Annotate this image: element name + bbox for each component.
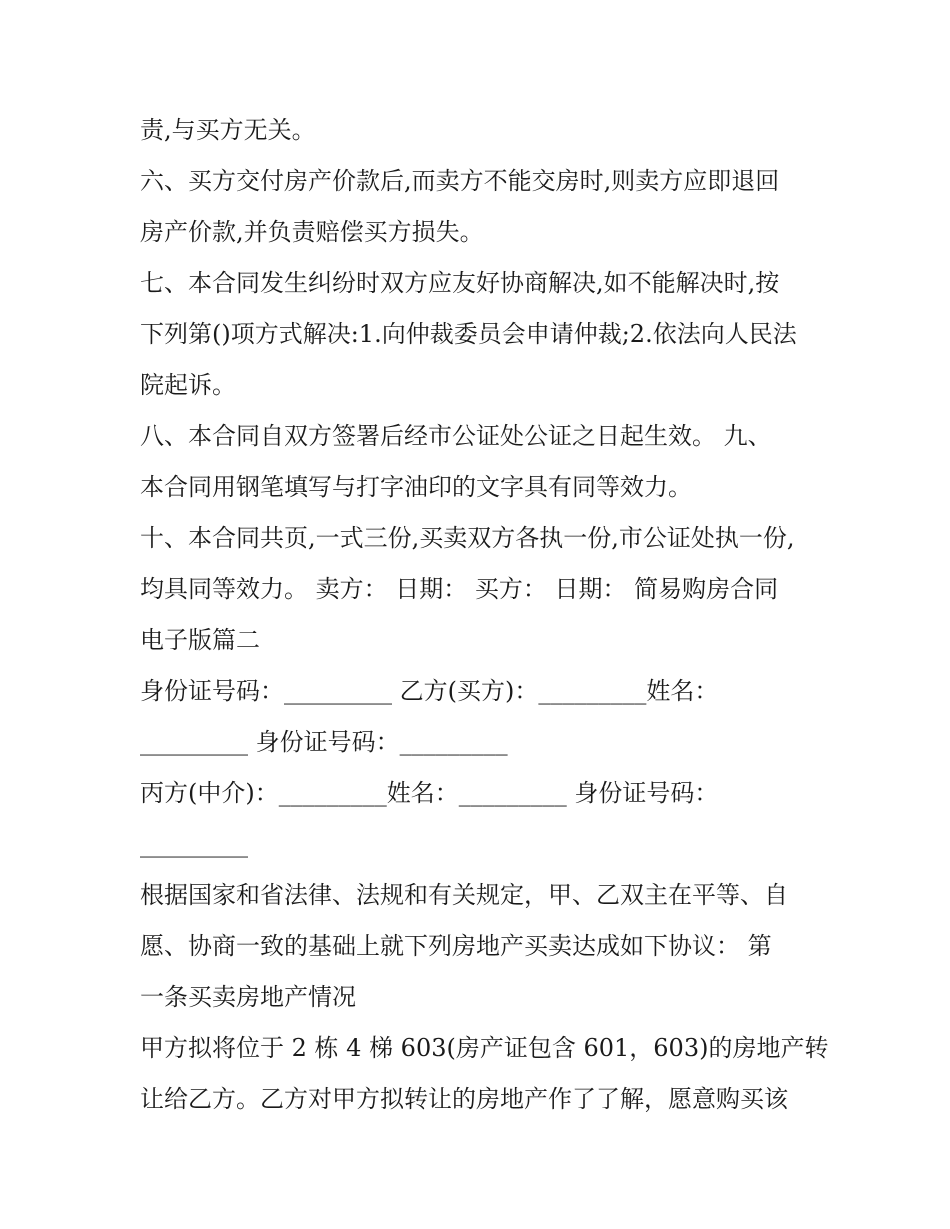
text-line: 均具同等效力。 卖方： 日期： 买方： 日期： 简易购房合同 [140, 575, 779, 603]
document-body [140, 106, 829, 1126]
text-line: 电子版篇二 [140, 626, 260, 654]
text-line: 根据国家和省法律、法规和有关规定，甲、乙双主在平等、自 [140, 881, 788, 909]
text-line: 六、买方交付房产价款后,而卖方不能交房时,则卖方应即退回 [140, 167, 780, 195]
text-line: 房产价款,并负责赔偿买方损失。 [140, 218, 484, 246]
text-line: 一条买卖房地产情况 [140, 983, 356, 1011]
text-line: _________ 身份证号码：_________ [140, 728, 508, 756]
text-line: 让给乙方。乙方对甲方拟转让的房地产作了了解，愿意购买该 [140, 1085, 788, 1113]
text-line: 七、本合同发生纠纷时双方应友好协商解决,如不能解决时,按 [140, 269, 780, 297]
text-line: 甲方拟将位于 2 栋 4 梯 603(房产证包含 601，603)的房地产转 [140, 1034, 829, 1062]
text-line: 下列第()项方式解决:1.向仲裁委员会申请仲裁;2.依法向人民法 [140, 320, 797, 348]
text-line: 责,与买方无关。 [140, 116, 316, 144]
text-line: 愿、协商一致的基础上就下列房地产买卖达成如下协议： 第 [140, 932, 772, 960]
text-line: 十、本合同共页,一式三份,买卖双方各执一份,市公证处执一份, [140, 524, 795, 552]
text-line: 院起诉。 [140, 371, 236, 399]
text-line: 身份证号码：_________ 乙方(买方)：_________姓名： [140, 677, 719, 705]
text-line: _________ [140, 830, 248, 858]
text-line: 本合同用钢笔填写与打字油印的文字具有同等效力。 [140, 473, 692, 501]
text-line: 丙方(中介)：_________姓名：_________ 身份证号码： [140, 779, 719, 807]
text-line: 八、本合同自双方签署后经市公证处公证之日起生效。 九、 [140, 422, 772, 450]
